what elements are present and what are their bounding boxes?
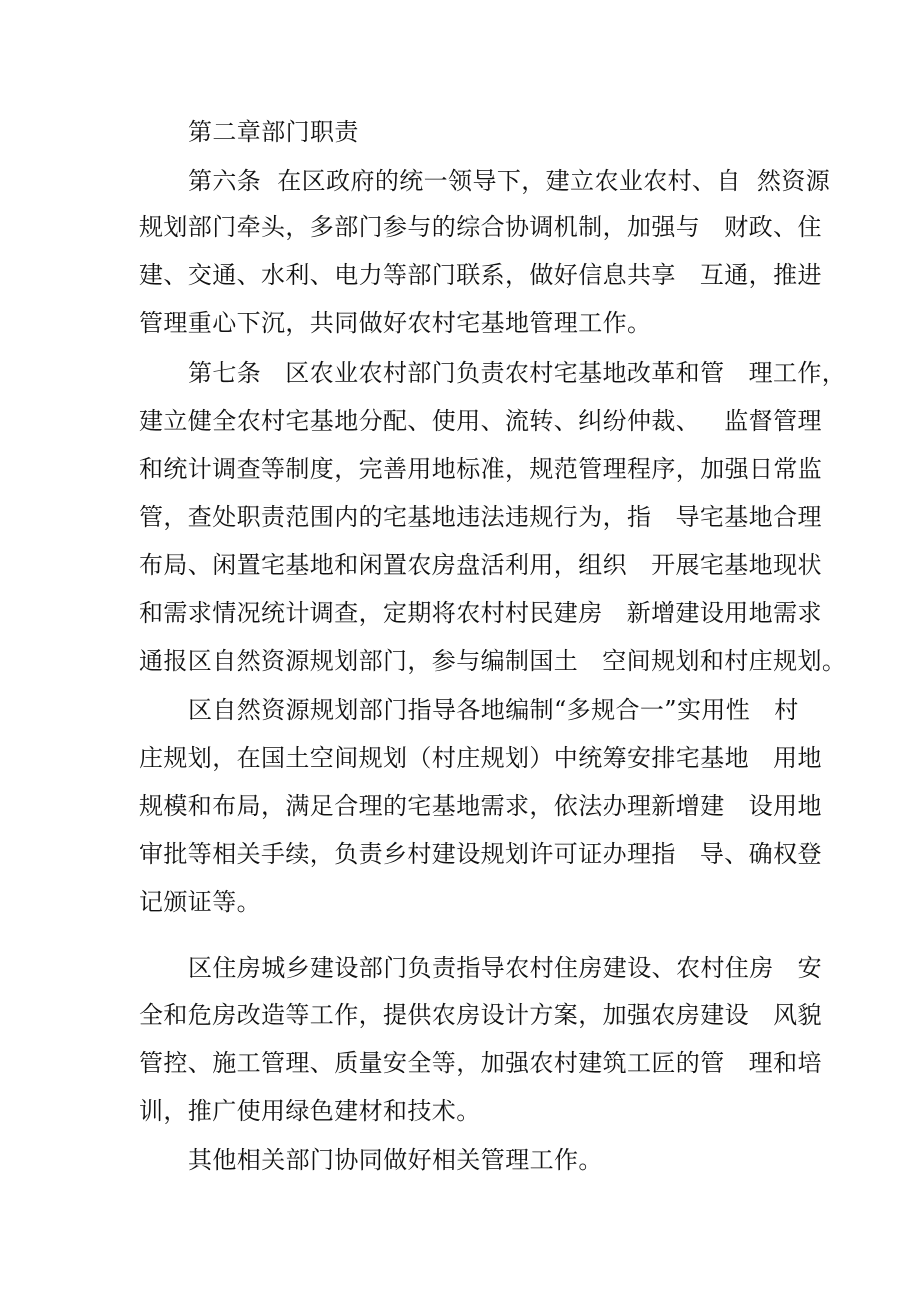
chapter-heading: 第二章部门职责 xyxy=(188,118,359,146)
planning-dept-line-1: 区自然资源规划部门指导各地编制“多规合一”实用性 村 xyxy=(188,696,799,724)
article-6-line-3: 建、交通、水利、电力等部门联系，做好信息共享 互通，推进 xyxy=(139,261,822,289)
article-7-line-2: 建立健全农村宅基地分配、使用、流转、纠纷仲裁、 监督管理 xyxy=(139,407,822,435)
housing-dept-line-4: 训，推广使用绿色建材和技术。 xyxy=(139,1097,481,1125)
article-7-line-5: 布局、闲置宅基地和闲置农房盘活利用，组织 开展宅基地现状 xyxy=(139,551,822,579)
article-6-line-2: 规划部门牵头，多部门参与的综合协调机制，加强与 财政、住 xyxy=(139,213,822,241)
other-depts-line-1: 其他相关部门协同做好相关管理工作。 xyxy=(188,1146,603,1174)
article-7-line-1: 第七条 区农业农村部门负责农村宅基地改革和管 理工作， xyxy=(188,359,847,387)
housing-dept-line-2: 全和危房改造等工作，提供农房设计方案，加强农房建设 风貌 xyxy=(139,1001,822,1029)
housing-dept-line-3: 管控、施工管理、质量安全等，加强农村建筑工匠的管 理和培 xyxy=(139,1049,822,1077)
planning-dept-line-2: 庄规划，在国土空间规划（村庄规划）中统筹安排宅基地 用地 xyxy=(139,744,822,772)
planning-dept-line-4: 审批等相关手续，负责乡村建设规划许可证办理指 导、确权登 xyxy=(139,840,822,868)
article-7-line-6: 和需求情况统计调查，定期将农村村民建房 新增建设用地需求 xyxy=(139,599,822,627)
planning-dept-line-3: 规模和布局，满足合理的宅基地需求，依法办理新增建 设用地 xyxy=(139,792,822,820)
article-7-line-7: 通报区自然资源规划部门，参与编制国土 空间规划和村庄规划。 xyxy=(139,647,847,675)
housing-dept-line-1: 区住房城乡建设部门负责指导农村住房建设、农村住房 安 xyxy=(188,954,823,982)
article-6-line-1: 第六条 在区政府的统一领导下，建立农业农村、自 然资源 xyxy=(188,167,831,195)
article-7-line-3: 和统计调查等制度，完善用地标准，规范管理程序，加强日常监 xyxy=(139,455,823,483)
article-6-line-4: 管理重心下沉，共同做好农村宅基地管理工作。 xyxy=(139,309,652,337)
article-7-line-4: 管，查处职责范围内的宅基地违法违规行为，指 导宅基地合理 xyxy=(139,503,822,531)
planning-dept-line-5: 记颁证等。 xyxy=(139,888,261,916)
